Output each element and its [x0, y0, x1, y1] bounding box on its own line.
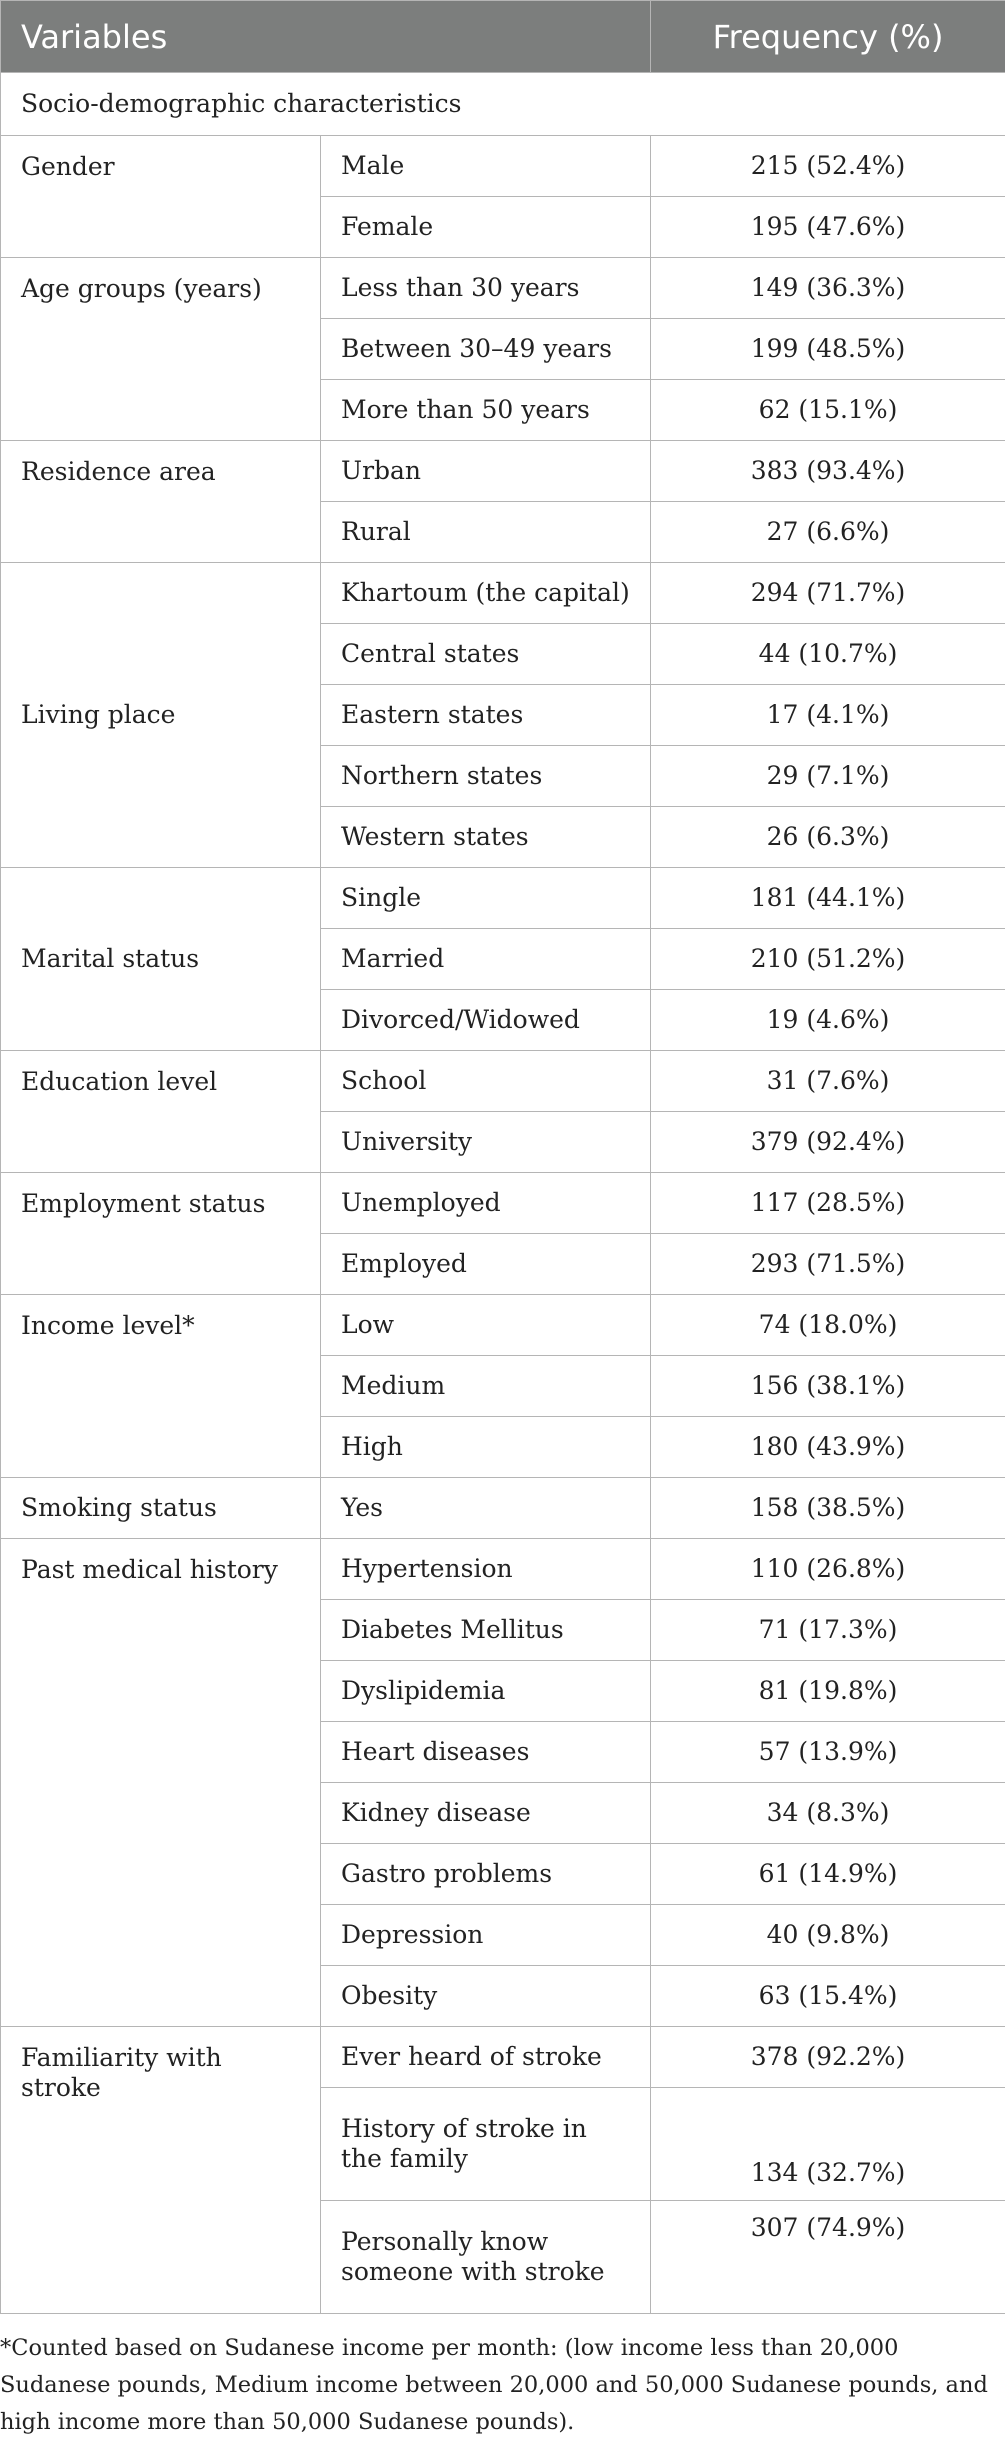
table-row	[1, 136, 1005, 197]
row-item: Western states	[321, 807, 651, 868]
row-value: 31 (7.6%)	[651, 1051, 1005, 1112]
table-row	[1, 1539, 1005, 1600]
row-value: 379 (92.4%)	[651, 1112, 1005, 1173]
group-label-income: Income level*	[1, 1295, 321, 1478]
row-value: 195 (47.6%)	[651, 197, 1005, 258]
row-item: Heart diseases	[321, 1722, 651, 1783]
row-item: Kidney disease	[321, 1783, 651, 1844]
row-item: Hypertension	[321, 1539, 651, 1600]
row-value: 63 (15.4%)	[651, 1966, 1005, 2027]
row-item: Married	[321, 929, 651, 990]
row-item: Dyslipidemia	[321, 1661, 651, 1722]
group-label-smoking: Smoking status	[1, 1478, 321, 1539]
row-value: 74 (18.0%)	[651, 1295, 1005, 1356]
row-value: 81 (19.8%)	[651, 1661, 1005, 1722]
row-item: History of stroke in the family	[321, 2088, 651, 2201]
group-label-gender: Gender	[1, 136, 321, 258]
table-row	[1, 258, 1005, 319]
row-item: Unemployed	[321, 1173, 651, 1234]
row-item: University	[321, 1112, 651, 1173]
row-item: Personally know someone with stroke	[321, 2201, 651, 2314]
row-value: 26 (6.3%)	[651, 807, 1005, 868]
row-item: Ever heard of stroke	[321, 2027, 651, 2088]
row-item: Depression	[321, 1905, 651, 1966]
row-value: 110 (26.8%)	[651, 1539, 1005, 1600]
group-label-employment: Employment status	[1, 1173, 321, 1295]
row-item: More than 50 years	[321, 380, 651, 441]
row-item: Low	[321, 1295, 651, 1356]
row-value: 27 (6.6%)	[651, 502, 1005, 563]
row-item: Khartoum (the capital)	[321, 563, 651, 624]
group-label-living-place: Living place	[1, 563, 321, 868]
row-value: 61 (14.9%)	[651, 1844, 1005, 1905]
row-value: 294 (71.7%)	[651, 563, 1005, 624]
row-value: 156 (38.1%)	[651, 1356, 1005, 1417]
section-title: Socio-demographic characteristics	[1, 73, 1005, 136]
row-item: Northern states	[321, 746, 651, 807]
row-value: 34 (8.3%)	[651, 1783, 1005, 1844]
group-label-education: Education level	[1, 1051, 321, 1173]
row-item: Diabetes Mellitus	[321, 1600, 651, 1661]
group-label-familiarity: Familiarity with stroke	[1, 2027, 321, 2314]
row-value: 383 (93.4%)	[651, 441, 1005, 502]
row-value: 19 (4.6%)	[651, 990, 1005, 1051]
row-value: 40 (9.8%)	[651, 1905, 1005, 1966]
row-value: 158 (38.5%)	[651, 1478, 1005, 1539]
row-value: 293 (71.5%)	[651, 1234, 1005, 1295]
row-value: 149 (36.3%)	[651, 258, 1005, 319]
row-item: Medium	[321, 1356, 651, 1417]
row-value: 57 (13.9%)	[651, 1722, 1005, 1783]
group-label-residence: Residence area	[1, 441, 321, 563]
row-item: Male	[321, 136, 651, 197]
group-label-medical-history: Past medical history	[1, 1539, 321, 2027]
row-item: School	[321, 1051, 651, 1112]
row-value: 71 (17.3%)	[651, 1600, 1005, 1661]
row-value: 29 (7.1%)	[651, 746, 1005, 807]
row-value: 17 (4.1%)	[651, 685, 1005, 746]
row-value: 210 (51.2%)	[651, 929, 1005, 990]
variables-header: Variables	[1, 1, 651, 73]
table-row	[1, 1173, 1005, 1234]
group-label-age: Age groups (years)	[1, 258, 321, 441]
row-value: 134 (32.7%)	[651, 2088, 1005, 2201]
row-item: Gastro problems	[321, 1844, 651, 1905]
section-row	[1, 73, 1005, 136]
row-value: 117 (28.5%)	[651, 1173, 1005, 1234]
row-item: Yes	[321, 1478, 651, 1539]
table-row	[1, 1051, 1005, 1112]
frequency-header: Frequency (%)	[651, 1, 1005, 73]
row-item: Urban	[321, 441, 651, 502]
row-item: Rural	[321, 502, 651, 563]
row-value: 307 (74.9%)	[651, 2201, 1005, 2314]
table-row	[1, 1478, 1005, 1539]
row-item: Employed	[321, 1234, 651, 1295]
row-item: Female	[321, 197, 651, 258]
row-value: 181 (44.1%)	[651, 868, 1005, 929]
table-row	[1, 2027, 1005, 2088]
row-item: Divorced/Widowed	[321, 990, 651, 1051]
table-row	[1, 1295, 1005, 1356]
table-header-row	[1, 1, 1005, 73]
table-row	[1, 563, 1005, 624]
row-item: Less than 30 years	[321, 258, 651, 319]
row-item: Central states	[321, 624, 651, 685]
table-row	[1, 868, 1005, 929]
row-value: 44 (10.7%)	[651, 624, 1005, 685]
row-value: 62 (15.1%)	[651, 380, 1005, 441]
table-row	[1, 441, 1005, 502]
row-item: Between 30–49 years	[321, 319, 651, 380]
row-value: 199 (48.5%)	[651, 319, 1005, 380]
row-value: 180 (43.9%)	[651, 1417, 1005, 1478]
row-item: Single	[321, 868, 651, 929]
row-item: Eastern states	[321, 685, 651, 746]
table-footnote: *Counted based on Sudanese income per month: (low income less than 20,000 Sudanese pounds, Medium income between 20,000 and 50,000 Sudanese pounds, and high income more than 50,000 Sudanese pounds).	[0, 2335, 988, 2435]
row-item: Obesity	[321, 1966, 651, 2027]
row-item: High	[321, 1417, 651, 1478]
row-value: 378 (92.2%)	[651, 2027, 1005, 2088]
row-value: 215 (52.4%)	[651, 136, 1005, 197]
group-label-marital: Marital status	[1, 868, 321, 1051]
